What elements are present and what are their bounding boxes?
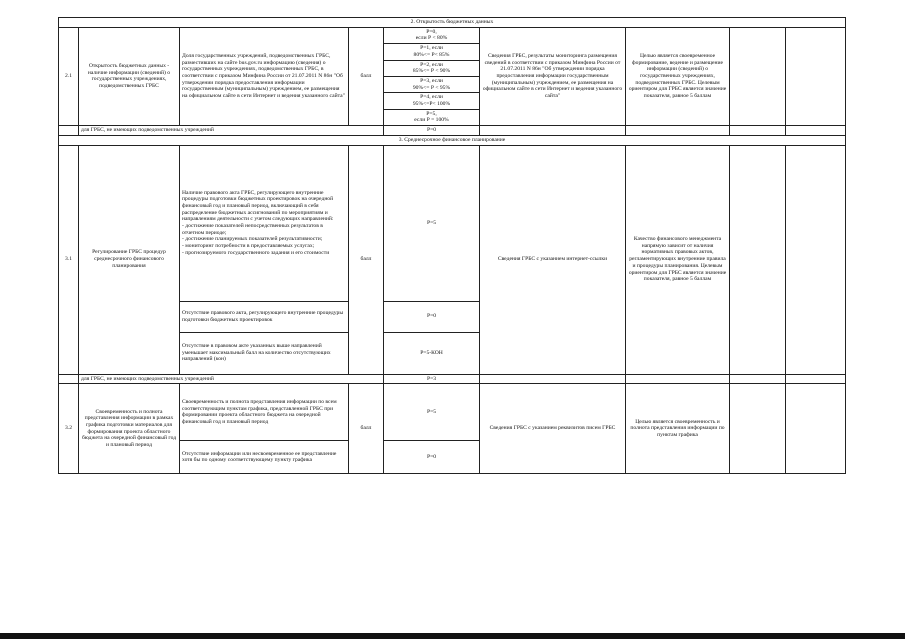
score-cell: Р=3 [384,374,480,384]
empty-cell [626,126,730,136]
empty-cell [59,126,79,136]
data-source: Сведения ГРБС с указанием реквизитов писем ГРБС [480,384,626,474]
data-source: Сведения ГРБС, результаты мониторинга размещения сведений в соответствии с приказом Минфина России от 21.07.2011 N 86н "Об утверждении порядка предоставления информации государственным (муниципальным) учреждением, ее размещения на официальном сайте в сети Интернет и ведения указанного сайта" [480,27,626,125]
section-3-title: 3. Среднесрочное финансовое планирование [59,135,846,145]
unit: балл [349,384,384,474]
indicator-name: Своевременность и полнота представления информации в рамках графика подготовки материалов для формирования проекта областного бюджета на очередной финансовый год и плановый период [79,384,180,474]
empty-cell [730,145,786,374]
empty-cell [786,384,846,474]
goal-description: Целью является своевременное формирование, ведение и размещение информации (сведений) о государственных учреждениях, подведомственных ГРБС. Целевым ориентиром для ГРБС является значение показателя, равное 5 баллам [626,27,730,125]
section-2-title: 2. Открытость бюджетных данных [59,18,846,28]
unit: балл [349,27,384,125]
indicator-description: Отсутствие информации или несвоевременное ее представление хотя бы по одному соответствующему пункту графика [180,441,349,474]
empty-cell [786,126,846,136]
goal-description: Целью является своевременность и полнота представления информации по пунктам графика [626,384,730,474]
row-number: 2.1 [59,27,79,125]
score-cell: Р=0 [384,441,480,474]
empty-cell [730,126,786,136]
scan-edge-shadow [0,633,905,639]
indicator-name: Регулирование ГРБС процедур среднесрочного финансового планирования [79,145,180,374]
indicator-description: Отсутствие в правовом акте указанных выше направлений уменьшает максимальный балл на количество отсутствующих направлений (кон) [180,332,349,374]
empty-cell [480,374,626,384]
score-cell: Р=4, если 95%<=Р< 100% [384,93,480,109]
row-number: 3.2 [59,384,79,474]
table-row [59,27,846,43]
row-number: 3.1 [59,145,79,374]
score-cell: Р=5-КОН [384,332,480,374]
score-cell: Р=1, если 80%<= Р< 85% [384,44,480,60]
score-cell: Р=5 [384,384,480,441]
empty-cell [786,145,846,374]
score-cell: Р=5, если Р = 100% [384,109,480,125]
table-row [59,126,846,136]
indicator-description: Отсутствие правового акта, регулирующего внутренние процедуры подготовки бюджетных проектировок [180,301,349,332]
data-source: Сведения ГРБС с указанием интернет-ссылки [480,145,626,374]
empty-cell [626,374,730,384]
goal-description: Качество финансового менеджмента напрямую зависит от наличия нормативных правовых актов, регламентирующих внутренние правила и процедуры планирования. Целевым ориентиром для ГРБС является значение показателя, равное 5 баллам [626,145,730,374]
section-3-header-row [59,135,846,145]
empty-cell [730,374,786,384]
score-cell: Р=5 [384,145,480,301]
indicator-name: Открытость бюджетных данных - наличие информации (сведений) о государственных учреждениях, подведомственных ГРБС [79,27,180,125]
score-cell: Р=0 [384,126,480,136]
score-cell: Р=2, если 85%<= Р < 90% [384,60,480,76]
empty-cell [786,374,846,384]
section-2-header-row [59,18,846,28]
indicator-description: Своевременность и полнота представления информации по всем соответствующим пунктам графика, представленной ГРБС при формировании проекта областного бюджета на очередной финансовый год и плановый период [180,384,349,441]
empty-cell [730,27,786,125]
no-subordinate-label: для ГРБС, не имеющих подведомственных учреждений [79,126,384,136]
table-row [59,384,846,441]
table-row [59,145,846,301]
table-row [59,374,846,384]
score-cell: Р=0 [384,301,480,332]
score-cell: Р=3, если 90%<= Р < 95% [384,76,480,92]
empty-cell [59,374,79,384]
score-cell: Р=0, если Р < 80% [384,27,480,43]
indicators-table [58,17,846,474]
empty-cell [786,27,846,125]
unit: балл [349,145,384,374]
empty-cell [730,384,786,474]
empty-cell [480,126,626,136]
indicator-description: Доля государственных учреждений, подведомственных ГРБС, разместивших на сайте bus.gov.ru информацию (сведения) о государственных учреждениях, подведомственных ГРБС, в соответствии с приказом Минфина России от 21.07.2011 N 86н "Об утверждении порядка предоставления информации государственным (муниципальным) учреждением, ее размещения на официальном сайте в сети Интернет и ведения указанного сайта" [180,27,349,125]
indicator-description: Наличие правового акта ГРБС, регулирующего внутренние процедуры подготовки бюджетных проектировок на очередной финансовый год и плановый период, включающий в себя распределение бюджетных ассигнований по мероприятиям и направлениям деятельности с учетом следующих направлений: - достижение показателей непосредственных результатов в отчетном периоде; - достижение планируемых показателей результативности; - мониторинг потребности в предоставляемых услугах; - прогнозируемого государственного задания и его стоимости [180,145,349,301]
no-subordinate-label: для ГРБС, не имеющих подведомственных учреждений [79,374,384,384]
